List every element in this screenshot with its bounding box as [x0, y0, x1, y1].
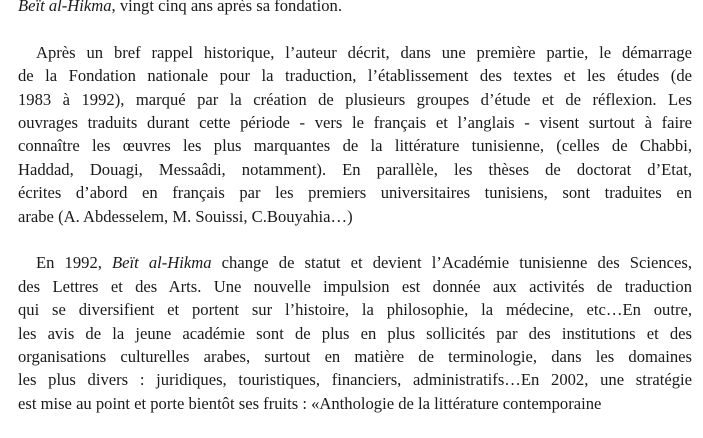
text-line	[18, 322, 692, 345]
paragraph-gap	[18, 17, 692, 40]
text-run: ouvrages traduits durant cette période - vers le français et l’anglais - visent surtout à faire	[18, 113, 692, 133]
text-run: , vingt cinq ans après sa fondation.	[111, 0, 342, 15]
text-line	[18, 345, 692, 368]
paragraph-p0	[18, 0, 692, 17]
paragraph-p1	[18, 41, 692, 228]
document-page	[18, 0, 692, 415]
text-run: des Lettres et des Arts. Une nouvelle impulsion est donnée aux activités de traduction	[18, 276, 692, 296]
document-body	[18, 0, 692, 415]
text-line	[18, 134, 692, 157]
text-line	[18, 64, 692, 87]
italic-title: Beït al-Hikma	[18, 0, 112, 15]
paragraph-gap	[18, 228, 692, 251]
text-line	[18, 181, 692, 204]
text-run: arabe (A. Abdesselem, M. Souissi, C.Bouyahia…)	[18, 206, 353, 226]
text-run: Haddad, Douagi, Messaâdi, notamment). En parallèle, les thèses de doctorat d’Etat,	[18, 159, 692, 179]
text-run: est mise au point et porte bientôt ses fruits : «Anthologie de la littérature contemporaine	[18, 393, 602, 413]
italic-title: Beït al-Hikma	[112, 253, 212, 273]
text-line	[18, 88, 692, 111]
text-line	[18, 251, 692, 274]
text-run: écrites d’abord en français par les premiers universitaires tunisiens, sont traduites en	[18, 183, 692, 203]
text-line	[18, 392, 692, 415]
text-run: organisations culturelles arabes, surtout en matière de terminologie, dans les domaines	[18, 347, 692, 367]
text-line	[18, 368, 692, 391]
text-line	[18, 298, 692, 321]
text-run: connaître les œuvres les plus marquantes de la littérature tunisienne, (celles de Chabbi,	[18, 136, 692, 156]
text-line	[18, 41, 692, 64]
text-run: qui se diversifient et portent sur l’histoire, la philosophie, la médecine, etc…En outre,	[18, 300, 692, 320]
text-line	[18, 0, 692, 17]
text-run: change de statut et devient l’Académie tunisienne des Sciences,	[211, 253, 692, 273]
text-line	[18, 158, 692, 181]
text-run: de la Fondation nationale pour la traduction, l’établissement des textes et les études (de	[18, 66, 692, 86]
text-line	[18, 205, 692, 228]
text-run: les plus divers : juridiques, touristiques, financiers, administratifs…En 2002, une stratégie	[18, 370, 692, 390]
text-line	[18, 111, 692, 134]
text-run: En 1992,	[36, 253, 113, 273]
text-run: les avis de la jeune académie sont de plus en plus sollicités par des institutions et des	[18, 323, 692, 343]
text-run: 1983 à 1992), marqué par la création de plusieurs groupes d’étude et de réflexion. Les	[18, 89, 692, 109]
text-run: Après un bref rappel historique, l’auteur décrit, dans une première partie, le démarrage	[36, 42, 692, 62]
paragraph-p2	[18, 251, 692, 415]
text-line	[18, 275, 692, 298]
